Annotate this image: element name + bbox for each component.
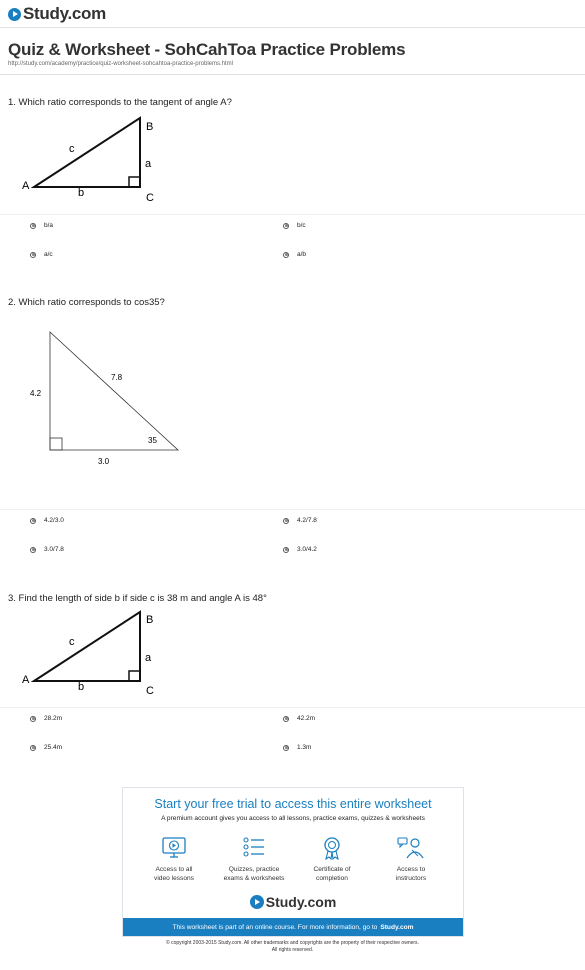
horizontal-side-label: 3.0 [98, 457, 110, 466]
answer-option[interactable]: 28.2m [30, 715, 62, 722]
question-3-triangle-diagram [18, 605, 168, 700]
free-trial-promo [122, 787, 464, 937]
answer-option[interactable]: 3.0/4.2 [283, 546, 317, 553]
side-b-label: b [78, 187, 85, 199]
question-2-divider [0, 509, 585, 510]
instructor-icon [397, 836, 425, 860]
worksheet-list-icon [241, 836, 267, 860]
vertex-b-label: B [146, 614, 154, 626]
side-b-label: b [78, 681, 85, 693]
radio-button[interactable] [283, 745, 289, 751]
page-title: Quiz & Worksheet - SohCahToa Practice Problems [8, 40, 406, 59]
answer-option[interactable]: 1.3m [283, 744, 311, 751]
radio-button[interactable] [283, 518, 289, 524]
question-1-triangle-diagram [18, 112, 168, 207]
radio-button[interactable] [30, 716, 36, 722]
hypotenuse-label: 7.8 [111, 373, 123, 382]
video-lesson-icon [161, 836, 187, 860]
play-logo-icon [250, 895, 264, 909]
angle-label: 35 [148, 436, 157, 445]
question-1-text: 1. Which ratio corresponds to the tangent of angle A? [8, 97, 232, 108]
answer-option[interactable]: a/c [30, 251, 53, 258]
vertex-c-label: C [146, 192, 154, 204]
radio-button[interactable] [283, 252, 289, 258]
feature-instructors: Access to instructors [372, 836, 450, 883]
radio-button[interactable] [283, 547, 289, 553]
page-url: http://study.com/academy/practice/quiz-worksheet-sohcahtoa-practice-problems.html [8, 61, 233, 67]
side-c-label: c [69, 636, 75, 648]
feature-video-lessons: Access to all video lessons [135, 836, 213, 883]
question-2-text: 2. Which ratio corresponds to cos35? [8, 297, 165, 308]
radio-button[interactable] [30, 547, 36, 553]
question-1-divider [0, 214, 585, 215]
promo-study-logo[interactable]: Study.com [123, 894, 463, 910]
vertex-c-label: C [146, 685, 154, 697]
answer-option[interactable]: 3.0/7.8 [30, 546, 64, 553]
vertex-a-label: A [22, 674, 30, 686]
side-c-label: c [69, 143, 75, 155]
promo-info-bar: This worksheet is part of an online course. For more information, go to Study.com [123, 918, 463, 936]
answer-option[interactable]: a/b [283, 251, 306, 258]
answer-option[interactable]: 25.4m [30, 744, 62, 751]
radio-button[interactable] [30, 223, 36, 229]
feature-quizzes: Quizzes, practice exams & worksheets [215, 836, 293, 883]
radio-button[interactable] [30, 745, 36, 751]
header-divider [0, 27, 585, 28]
radio-button[interactable] [30, 252, 36, 258]
answer-option[interactable]: 4.2/3.0 [30, 517, 64, 524]
answer-option[interactable]: b/c [283, 222, 306, 229]
side-a-label: a [145, 652, 152, 664]
side-a-label: a [145, 158, 152, 170]
answer-option[interactable]: 42.2m [283, 715, 315, 722]
vertex-a-label: A [22, 180, 30, 192]
vertical-side-label: 4.2 [30, 389, 42, 398]
copyright-notice: © copyright 2003-2015 Study.com. All other trademarks and copyrights are the property of their respective owners. All rights reserved. [166, 940, 419, 953]
radio-button[interactable] [283, 223, 289, 229]
answer-option[interactable]: b/a [30, 222, 53, 229]
question-3-text: 3. Find the length of side b if side c is 38 m and angle A is 48° [8, 593, 267, 604]
promo-title: Start your free trial to access this entire worksheet [154, 797, 432, 811]
question-3-divider [0, 707, 585, 708]
certificate-icon [319, 836, 345, 860]
feature-certificate: Certificate of completion [293, 836, 371, 883]
study-com-link[interactable]: Study.com [380, 923, 414, 931]
logo-text: Study.com [23, 4, 106, 23]
radio-button[interactable] [30, 518, 36, 524]
title-divider [0, 74, 585, 75]
answer-option[interactable]: 4.2/7.8 [283, 517, 317, 524]
study-logo[interactable] [8, 4, 106, 24]
vertex-b-label: B [146, 121, 154, 133]
radio-button[interactable] [283, 716, 289, 722]
question-2-triangle-diagram [22, 325, 192, 475]
play-logo-icon [8, 8, 21, 21]
promo-subtitle: A premium account gives you access to all lessons, practice exams, quizzes & worksheets [161, 815, 425, 822]
